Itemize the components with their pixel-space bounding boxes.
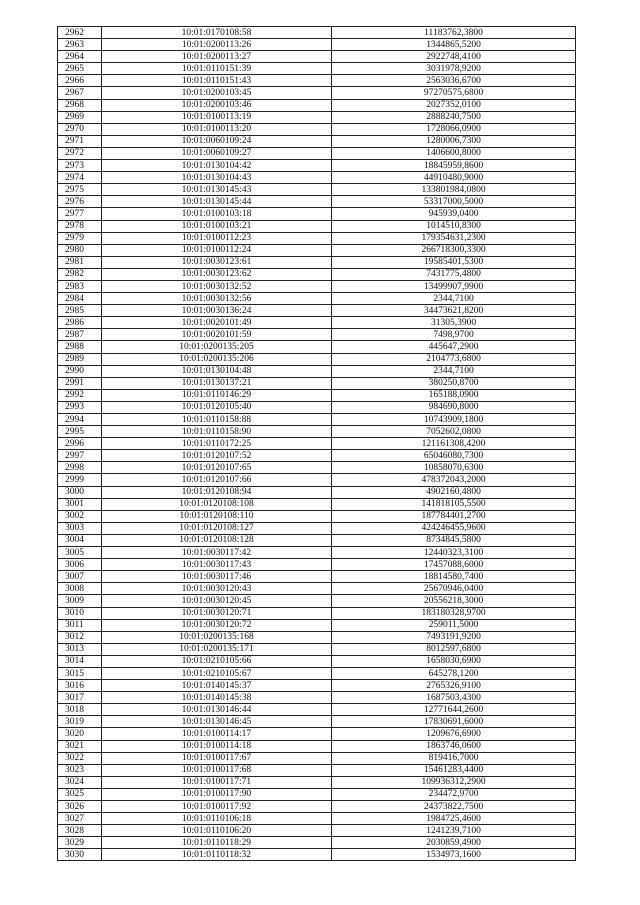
cadastral-number-cell: 10:01:0110172:25 — [102, 438, 332, 450]
cadastral-value-cell: 1280006,7300 — [332, 135, 576, 147]
table-row — [58, 752, 576, 764]
cadastral-number-cell: 10:01:0120107:65 — [102, 462, 332, 474]
table-row — [58, 123, 576, 135]
row-number-cell: 2962 — [58, 27, 102, 39]
row-number-cell: 3017 — [58, 692, 102, 704]
cadastral-number-cell: 10:01:0140145:38 — [102, 692, 332, 704]
table-row — [58, 486, 576, 498]
table-row — [58, 268, 576, 280]
cadastral-number-cell: 10:01:0030136:24 — [102, 305, 332, 317]
cadastral-number-cell: 10:01:0100117:92 — [102, 801, 332, 813]
cadastral-number-cell: 10:01:0100112:24 — [102, 244, 332, 256]
row-number-cell: 2995 — [58, 426, 102, 438]
cadastral-value-cell: 1344865,5200 — [332, 39, 576, 51]
cadastral-number-cell: 10:01:0120108:94 — [102, 486, 332, 498]
cadastral-value-cell: 65046080,7300 — [332, 450, 576, 462]
cadastral-value-cell: 24373822,7500 — [332, 801, 576, 813]
cadastral-number-cell: 10:01:0120107:66 — [102, 474, 332, 486]
cadastral-value-cell: 53317000,5000 — [332, 196, 576, 208]
table-row — [58, 776, 576, 788]
row-number-cell: 2994 — [58, 414, 102, 426]
row-number-cell: 3021 — [58, 740, 102, 752]
row-number-cell: 2966 — [58, 75, 102, 87]
document-page — [57, 26, 575, 861]
row-number-cell: 2999 — [58, 474, 102, 486]
cadastral-number-cell: 10:01:0200103:45 — [102, 87, 332, 99]
cadastral-number-cell: 10:01:0100114:18 — [102, 740, 332, 752]
row-number-cell: 3007 — [58, 571, 102, 583]
row-number-cell: 2971 — [58, 135, 102, 147]
table-row — [58, 353, 576, 365]
table-row — [58, 160, 576, 172]
cadastral-value-cell: 2888240,7500 — [332, 111, 576, 123]
cadastral-value-cell: 18814580,7400 — [332, 571, 576, 583]
cadastral-value-cell: 8734845,5800 — [332, 534, 576, 546]
table-row — [58, 293, 576, 305]
cadastral-value-cell: 1534973,1600 — [332, 849, 576, 861]
cadastral-value-cell: 1241239,7100 — [332, 825, 576, 837]
cadastral-value-cell: 2027352,0100 — [332, 99, 576, 111]
table-row — [58, 208, 576, 220]
table-row — [58, 837, 576, 849]
cadastral-value-cell: 179354631,2300 — [332, 232, 576, 244]
table-row — [58, 559, 576, 571]
cadastral-value-cell: 1658030,6900 — [332, 655, 576, 667]
cadastral-number-cell: 10:01:0110106:18 — [102, 813, 332, 825]
cadastral-value-cell: 945939,0400 — [332, 208, 576, 220]
cadastral-number-cell: 10:01:0210105:67 — [102, 667, 332, 679]
cadastral-value-cell: 2922748,4100 — [332, 51, 576, 63]
cadastral-number-cell: 10:01:0110158:90 — [102, 426, 332, 438]
table-row — [58, 147, 576, 159]
cadastral-value-cell: 20556218,3000 — [332, 595, 576, 607]
row-number-cell: 3024 — [58, 776, 102, 788]
cadastral-value-cell: 1863746,0600 — [332, 740, 576, 752]
table-row — [58, 716, 576, 728]
row-number-cell: 2998 — [58, 462, 102, 474]
cadastral-value-cell: 445647,2900 — [332, 341, 576, 353]
row-number-cell: 2974 — [58, 172, 102, 184]
table-row — [58, 450, 576, 462]
table-row — [58, 172, 576, 184]
table-row — [58, 196, 576, 208]
cadastral-number-cell: 10:01:0110106:20 — [102, 825, 332, 837]
cadastral-value-cell: 12440323,3100 — [332, 547, 576, 559]
table-row — [58, 280, 576, 292]
table-row — [58, 595, 576, 607]
cadastral-value-cell: 266718300,3300 — [332, 244, 576, 256]
table-row — [58, 740, 576, 752]
cadastral-value-cell: 2765326,9100 — [332, 680, 576, 692]
table-row — [58, 474, 576, 486]
row-number-cell: 2987 — [58, 329, 102, 341]
cadastral-number-cell: 10:01:0030117:46 — [102, 571, 332, 583]
cadastral-number-cell: 10:01:0030117:42 — [102, 547, 332, 559]
row-number-cell: 3023 — [58, 764, 102, 776]
table-row — [58, 788, 576, 800]
row-number-cell: 2965 — [58, 63, 102, 75]
cadastral-number-cell: 10:01:0200103:46 — [102, 99, 332, 111]
cadastral-value-cell: 1687503,4300 — [332, 692, 576, 704]
table-row — [58, 39, 576, 51]
cadastral-number-cell: 10:01:0110158:88 — [102, 414, 332, 426]
cadastral-value-cell: 44910480,9000 — [332, 172, 576, 184]
cadastral-value-cell: 187784401,2700 — [332, 510, 576, 522]
table-row — [58, 498, 576, 510]
table-row — [58, 534, 576, 546]
cadastral-value-cell: 121161308,4200 — [332, 438, 576, 450]
cadastral-number-cell: 10:01:0130145:44 — [102, 196, 332, 208]
cadastral-value-cell: 34473621,8200 — [332, 305, 576, 317]
row-number-cell: 3014 — [58, 655, 102, 667]
cadastral-number-cell: 10:01:0030120:43 — [102, 583, 332, 595]
cadastral-value-cell: 3031978,9200 — [332, 63, 576, 75]
table-row — [58, 667, 576, 679]
cadastral-number-cell: 10:01:0200135:205 — [102, 341, 332, 353]
cadastral-number-cell: 10:01:0100113:19 — [102, 111, 332, 123]
cadastral-value-cell: 25670946,0400 — [332, 583, 576, 595]
table-row — [58, 619, 576, 631]
row-number-cell: 2983 — [58, 280, 102, 292]
row-number-cell: 2978 — [58, 220, 102, 232]
cadastral-value-cell: 12771644,2600 — [332, 704, 576, 716]
cadastral-number-cell: 10:01:0170108:58 — [102, 27, 332, 39]
cadastral-value-cell: 1728066,0900 — [332, 123, 576, 135]
table-row — [58, 75, 576, 87]
table-row — [58, 232, 576, 244]
row-number-cell: 3022 — [58, 752, 102, 764]
table-row — [58, 704, 576, 716]
table-row — [58, 728, 576, 740]
cadastral-number-cell: 10:01:0200135:171 — [102, 643, 332, 655]
cadastral-number-cell: 10:01:0130146:45 — [102, 716, 332, 728]
row-number-cell: 2997 — [58, 450, 102, 462]
cadastral-number-cell: 10:01:0100117:67 — [102, 752, 332, 764]
cadastral-number-cell: 10:01:0100114:17 — [102, 728, 332, 740]
row-number-cell: 2964 — [58, 51, 102, 63]
cadastral-number-cell: 10:01:0100117:71 — [102, 776, 332, 788]
cadastral-value-table — [57, 26, 576, 861]
table-row — [58, 414, 576, 426]
row-number-cell: 2977 — [58, 208, 102, 220]
row-number-cell: 2972 — [58, 147, 102, 159]
cadastral-value-cell: 7498,9700 — [332, 329, 576, 341]
cadastral-number-cell: 10:01:0120108:127 — [102, 522, 332, 534]
cadastral-number-cell: 10:01:0020101:59 — [102, 329, 332, 341]
cadastral-number-cell: 10:01:0030120:71 — [102, 607, 332, 619]
table-row — [58, 341, 576, 353]
cadastral-value-cell: 1014510,8300 — [332, 220, 576, 232]
cadastral-number-cell: 10:01:0110146:29 — [102, 389, 332, 401]
table-row — [58, 547, 576, 559]
table-row — [58, 63, 576, 75]
row-number-cell: 3018 — [58, 704, 102, 716]
table-row — [58, 365, 576, 377]
cadastral-value-cell: 97270575,6800 — [332, 87, 576, 99]
cadastral-value-cell: 380250,8700 — [332, 377, 576, 389]
cadastral-number-cell: 10:01:0120108:128 — [102, 534, 332, 546]
table-row — [58, 244, 576, 256]
cadastral-value-cell: 18845959,8600 — [332, 160, 576, 172]
cadastral-number-cell: 10:01:0110118:29 — [102, 837, 332, 849]
row-number-cell: 2982 — [58, 268, 102, 280]
cadastral-value-cell: 478372043,2000 — [332, 474, 576, 486]
row-number-cell: 3019 — [58, 716, 102, 728]
cadastral-number-cell: 10:01:0110151:39 — [102, 63, 332, 75]
row-number-cell: 2975 — [58, 184, 102, 196]
row-number-cell: 3008 — [58, 583, 102, 595]
row-number-cell: 3009 — [58, 595, 102, 607]
cadastral-value-cell: 15461283,4400 — [332, 764, 576, 776]
cadastral-value-cell: 8012597,6800 — [332, 643, 576, 655]
table-row — [58, 631, 576, 643]
row-number-cell: 2985 — [58, 305, 102, 317]
row-number-cell: 2973 — [58, 160, 102, 172]
cadastral-value-cell: 19585401,5300 — [332, 256, 576, 268]
cadastral-number-cell: 10:01:0100103:21 — [102, 220, 332, 232]
cadastral-number-cell: 10:01:0210105:66 — [102, 655, 332, 667]
table-row — [58, 389, 576, 401]
cadastral-value-cell: 2563036,6700 — [332, 75, 576, 87]
cadastral-value-cell: 17830691,6000 — [332, 716, 576, 728]
cadastral-number-cell: 10:01:0060109:27 — [102, 147, 332, 159]
cadastral-number-cell: 10:01:0100117:90 — [102, 788, 332, 800]
cadastral-value-cell: 2030859,4900 — [332, 837, 576, 849]
cadastral-number-cell: 10:01:0140145:37 — [102, 680, 332, 692]
table-row — [58, 825, 576, 837]
cadastral-value-cell: 109936312,2900 — [332, 776, 576, 788]
table-row — [58, 111, 576, 123]
row-number-cell: 3012 — [58, 631, 102, 643]
table-row — [58, 87, 576, 99]
cadastral-number-cell: 10:01:0200135:206 — [102, 353, 332, 365]
cadastral-value-cell: 1984725,4600 — [332, 813, 576, 825]
row-number-cell: 2968 — [58, 99, 102, 111]
cadastral-number-cell: 10:01:0030132:52 — [102, 280, 332, 292]
cadastral-number-cell: 10:01:0100103:18 — [102, 208, 332, 220]
cadastral-number-cell: 10:01:0120105:40 — [102, 401, 332, 413]
cadastral-number-cell: 10:01:0030120:72 — [102, 619, 332, 631]
cadastral-number-cell: 10:01:0200135:168 — [102, 631, 332, 643]
table-row — [58, 317, 576, 329]
table-row — [58, 184, 576, 196]
table-row — [58, 377, 576, 389]
cadastral-number-cell: 10:01:0130137:21 — [102, 377, 332, 389]
table-row — [58, 329, 576, 341]
cadastral-value-cell: 1209676,6900 — [332, 728, 576, 740]
cadastral-number-cell: 10:01:0030123:61 — [102, 256, 332, 268]
cadastral-value-cell: 13499907,9900 — [332, 280, 576, 292]
cadastral-value-cell: 11183762,3800 — [332, 27, 576, 39]
cadastral-value-cell: 424246455,9600 — [332, 522, 576, 534]
cadastral-number-cell: 10:01:0130104:43 — [102, 172, 332, 184]
row-number-cell: 3015 — [58, 667, 102, 679]
cadastral-number-cell: 10:01:0200113:27 — [102, 51, 332, 63]
row-number-cell: 2992 — [58, 389, 102, 401]
row-number-cell: 3027 — [58, 813, 102, 825]
row-number-cell: 3005 — [58, 547, 102, 559]
table-row — [58, 256, 576, 268]
table-row — [58, 438, 576, 450]
cadastral-value-cell: 1406600,8000 — [332, 147, 576, 159]
cadastral-value-cell: 10858070,6300 — [332, 462, 576, 474]
row-number-cell: 2967 — [58, 87, 102, 99]
row-number-cell: 2989 — [58, 353, 102, 365]
row-number-cell: 3011 — [58, 619, 102, 631]
cadastral-number-cell: 10:01:0030123:62 — [102, 268, 332, 280]
row-number-cell: 2988 — [58, 341, 102, 353]
cadastral-number-cell: 10:01:0030132:56 — [102, 293, 332, 305]
row-number-cell: 2986 — [58, 317, 102, 329]
cadastral-number-cell: 10:01:0120108:110 — [102, 510, 332, 522]
row-number-cell: 3029 — [58, 837, 102, 849]
table-row — [58, 813, 576, 825]
cadastral-value-cell: 17457088,6000 — [332, 559, 576, 571]
row-number-cell: 2981 — [58, 256, 102, 268]
cadastral-value-cell: 4902160,4800 — [332, 486, 576, 498]
row-number-cell: 2979 — [58, 232, 102, 244]
table-row — [58, 51, 576, 63]
row-number-cell: 2996 — [58, 438, 102, 450]
row-number-cell: 2980 — [58, 244, 102, 256]
row-number-cell: 3002 — [58, 510, 102, 522]
cadastral-value-cell: 234472,9700 — [332, 788, 576, 800]
cadastral-value-cell: 984690,8000 — [332, 401, 576, 413]
row-number-cell: 2969 — [58, 111, 102, 123]
cadastral-number-cell: 10:01:0200113:26 — [102, 39, 332, 51]
row-number-cell: 2984 — [58, 293, 102, 305]
table-row — [58, 571, 576, 583]
cadastral-value-cell: 7493191,9200 — [332, 631, 576, 643]
cadastral-number-cell: 10:01:0110151:43 — [102, 75, 332, 87]
row-number-cell: 2993 — [58, 401, 102, 413]
table-row — [58, 522, 576, 534]
cadastral-number-cell: 10:01:0110118:32 — [102, 849, 332, 861]
cadastral-value-cell: 165188,0900 — [332, 389, 576, 401]
row-number-cell: 3010 — [58, 607, 102, 619]
cadastral-number-cell: 10:01:0130146:44 — [102, 704, 332, 716]
cadastral-number-cell: 10:01:0120107:52 — [102, 450, 332, 462]
table-row — [58, 135, 576, 147]
cadastral-value-cell: 2104773,6800 — [332, 353, 576, 365]
table-row — [58, 655, 576, 667]
cadastral-number-cell: 10:01:0100112:23 — [102, 232, 332, 244]
row-number-cell: 2990 — [58, 365, 102, 377]
cadastral-value-cell: 2344,7100 — [332, 293, 576, 305]
cadastral-number-cell: 10:01:0030117:43 — [102, 559, 332, 571]
table-row — [58, 643, 576, 655]
table-row — [58, 220, 576, 232]
cadastral-number-cell: 10:01:0100117:68 — [102, 764, 332, 776]
cadastral-value-cell: 645278,1200 — [332, 667, 576, 679]
cadastral-value-cell: 7431775,4800 — [332, 268, 576, 280]
row-number-cell: 3004 — [58, 534, 102, 546]
table-row — [58, 680, 576, 692]
cadastral-number-cell: 10:01:0030120:45 — [102, 595, 332, 607]
row-number-cell: 3003 — [58, 522, 102, 534]
row-number-cell: 2963 — [58, 39, 102, 51]
row-number-cell: 3001 — [58, 498, 102, 510]
row-number-cell: 2991 — [58, 377, 102, 389]
cadastral-value-cell: 31305,3900 — [332, 317, 576, 329]
cadastral-value-cell: 141818105,5500 — [332, 498, 576, 510]
table-row — [58, 462, 576, 474]
cadastral-number-cell: 10:01:0020101:49 — [102, 317, 332, 329]
row-number-cell: 3013 — [58, 643, 102, 655]
table-row — [58, 27, 576, 39]
table-row — [58, 692, 576, 704]
cadastral-value-cell: 819416,7000 — [332, 752, 576, 764]
row-number-cell: 3000 — [58, 486, 102, 498]
cadastral-value-cell: 7052602,0800 — [332, 426, 576, 438]
table-row — [58, 801, 576, 813]
table-row — [58, 583, 576, 595]
table-row — [58, 510, 576, 522]
row-number-cell: 3006 — [58, 559, 102, 571]
cadastral-number-cell: 10:01:0130104:48 — [102, 365, 332, 377]
cadastral-value-cell: 259011,5000 — [332, 619, 576, 631]
cadastral-value-cell: 183180328,9700 — [332, 607, 576, 619]
cadastral-value-cell: 2344,7100 — [332, 365, 576, 377]
row-number-cell: 3025 — [58, 788, 102, 800]
row-number-cell: 3026 — [58, 801, 102, 813]
cadastral-number-cell: 10:01:0120108:108 — [102, 498, 332, 510]
cadastral-value-cell: 10743909,1800 — [332, 414, 576, 426]
row-number-cell: 3020 — [58, 728, 102, 740]
row-number-cell: 3016 — [58, 680, 102, 692]
table-row — [58, 607, 576, 619]
row-number-cell: 3030 — [58, 849, 102, 861]
table-row — [58, 305, 576, 317]
table-body — [58, 27, 576, 861]
cadastral-number-cell: 10:01:0060109:24 — [102, 135, 332, 147]
table-row — [58, 401, 576, 413]
row-number-cell: 2976 — [58, 196, 102, 208]
cadastral-number-cell: 10:01:0100113:20 — [102, 123, 332, 135]
row-number-cell: 2970 — [58, 123, 102, 135]
table-row — [58, 426, 576, 438]
row-number-cell: 3028 — [58, 825, 102, 837]
table-row — [58, 99, 576, 111]
cadastral-number-cell: 10:01:0130104:42 — [102, 160, 332, 172]
cadastral-value-cell: 133801984,0800 — [332, 184, 576, 196]
table-row — [58, 849, 576, 861]
cadastral-number-cell: 10:01:0130145:43 — [102, 184, 332, 196]
table-row — [58, 764, 576, 776]
